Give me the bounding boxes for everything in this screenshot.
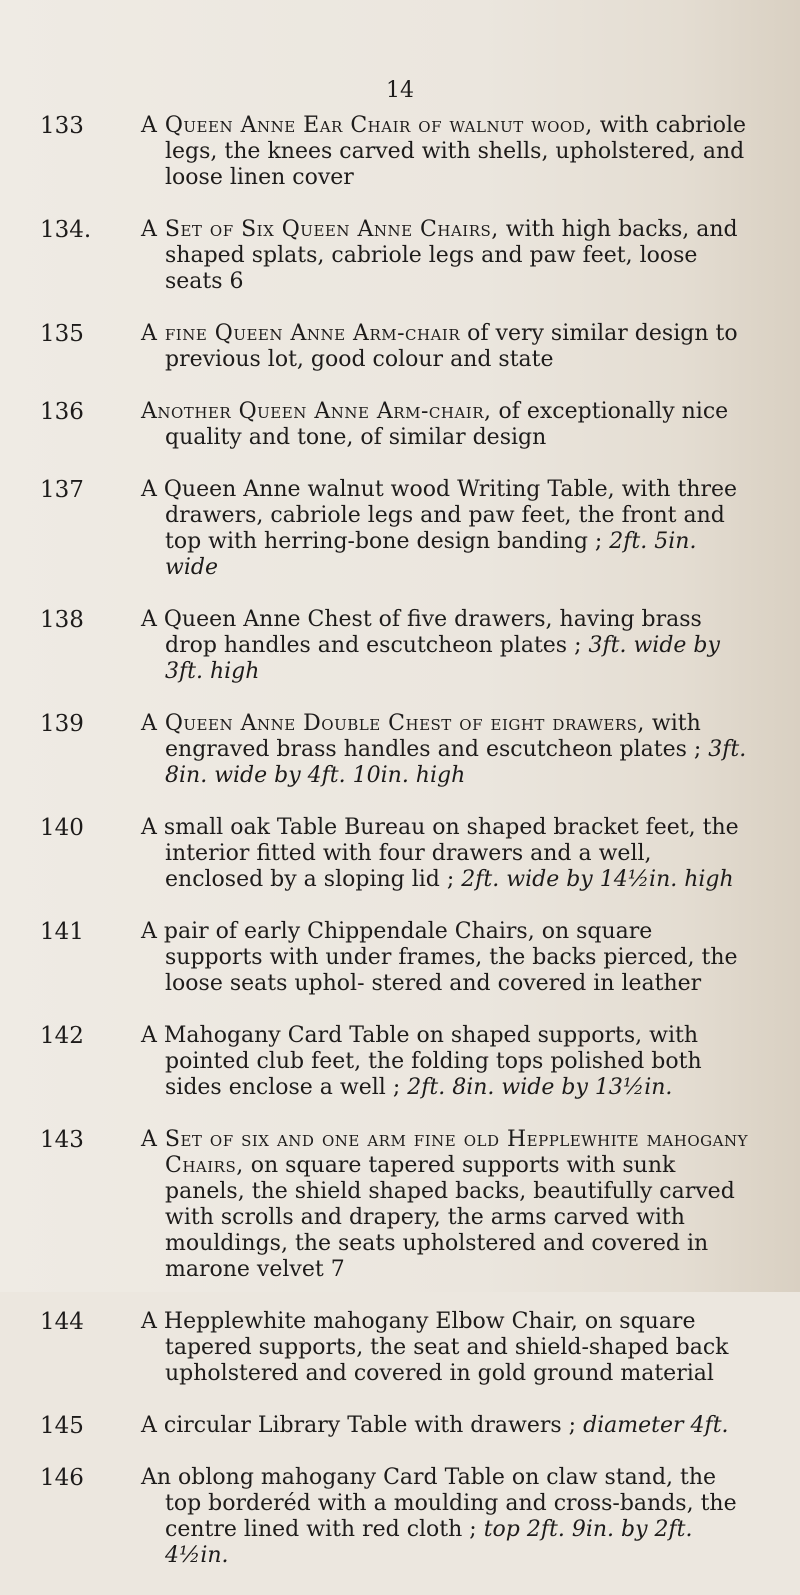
lot-entry (0, 607, 800, 685)
lot-title: A Queen Anne Ear Chair of walnut wood, (141, 113, 593, 138)
lot-dimensions: 2ft. 5in. wide (165, 529, 697, 580)
lot-body: A Mahogany Card Table on shaped supports, with pointed club feet, the folding tops polished both sides enclose a well ; (141, 1023, 702, 1100)
lot-body: with cabriole legs, the knees carved with shells, upholstered, and loose linen cover (165, 113, 747, 190)
lot-number: 135 (40, 321, 84, 347)
lot-description (141, 1465, 751, 1569)
lot-title: A Set of Six Queen Anne Chairs, (141, 217, 499, 242)
lot-description (141, 919, 751, 997)
page-number: 14 (386, 78, 414, 103)
lot-number: 146 (40, 1465, 84, 1491)
lot-body: A pair of early Chippendale Chairs, on square supports with under frames, the backs pierced, the loose seats uphol- stered and covered in leather (141, 919, 738, 996)
lot-title: A Set of six and one arm fine old Hepplewhite mahogany Chairs, (141, 1127, 748, 1178)
lot-description (141, 711, 751, 789)
lot-number: 133 (40, 113, 84, 139)
lot-title: A Queen Anne Double Chest of eight drawers, (141, 711, 645, 736)
lot-dimensions: 3ft. wide by 3ft. high (165, 633, 720, 684)
lot-title: Another Queen Anne Arm-chair, (141, 399, 492, 424)
lot-body: A Queen Anne Chest of five drawers, having brass drop handles and escutcheon plates ; (141, 607, 702, 658)
lot-body: An oblong mahogany Card Table on claw stand, the top borderéd with a moulding and cross-bands, the centre lined with red cloth ; (141, 1465, 737, 1542)
lot-number: 138 (40, 607, 84, 633)
lot-body: A Queen Anne walnut wood Writing Table, with three drawers, cabriole legs and paw feet, the front and top with herring-bone design banding ; (141, 477, 738, 554)
lot-number: 145 (40, 1413, 84, 1439)
lot-body: on square tapered supports with sunk panels, the shield shaped backs, beautifully carved with scrolls and drapery, the arms carved with mouldings, the seats upholstered and covered in marone velvet 7 (165, 1153, 735, 1282)
lot-entry (0, 1309, 800, 1387)
lot-entry (0, 321, 800, 373)
lot-number: 140 (40, 815, 84, 841)
lot-body: A small oak Table Bureau on shaped bracket feet, the interior fitted with four drawers and a well, enclosed by a sloping lid ; (141, 815, 739, 892)
lot-body: with high backs, and shaped splats, cabriole legs and paw feet, loose seats 6 (165, 217, 738, 294)
lot-entry (0, 1023, 800, 1101)
lot-description (141, 113, 751, 191)
lot-description (141, 815, 751, 893)
lot-description (141, 321, 751, 373)
lot-description (141, 217, 751, 295)
lot-entry (0, 1127, 800, 1283)
lot-body: of exceptionally nice quality and tone, of similar design (165, 399, 729, 450)
lot-dimensions: 2ft. 8in. wide by 13½in. (407, 1075, 673, 1100)
lot-dimensions: top 2ft. 9in. by 2ft. 4½in. (165, 1517, 693, 1568)
lot-number: 143 (40, 1127, 84, 1153)
lot-dimensions: 2ft. wide by 14½in. high (461, 867, 734, 892)
lot-entry (0, 217, 800, 295)
lot-description (141, 477, 751, 581)
lot-description (141, 607, 751, 685)
lot-entry (0, 1465, 800, 1569)
lot-body: A Hepplewhite mahogany Elbow Chair, on square tapered supports, the seat and shield-shaped back upholstered and covered in gold ground material (141, 1309, 729, 1386)
lot-dimensions: 3ft. 8in. wide by 4ft. 10in. high (165, 737, 747, 788)
lot-description (141, 1023, 751, 1101)
lot-dimensions: diameter 4ft. (583, 1413, 729, 1438)
lot-entry (0, 815, 800, 893)
lot-entry (0, 1413, 800, 1439)
lot-number: 144 (40, 1309, 84, 1335)
lot-entry (0, 919, 800, 997)
lot-body: of very similar design to previous lot, good colour and state (165, 321, 738, 372)
lot-number: 142 (40, 1023, 84, 1049)
lot-body: A circular Library Table with drawers ; (141, 1413, 584, 1438)
lot-number: 139 (40, 711, 84, 737)
lot-number: 137 (40, 477, 84, 503)
lot-entry (0, 113, 800, 191)
lot-description (141, 1309, 751, 1387)
lot-title: A fine Queen Anne Arm-chair (141, 321, 461, 346)
lot-number: 134. (40, 217, 92, 243)
lot-description (141, 1127, 751, 1283)
lot-list (0, 113, 800, 1595)
lot-entry (0, 711, 800, 789)
lot-number: 136 (40, 399, 84, 425)
lot-number: 141 (40, 919, 84, 945)
lot-entry (0, 477, 800, 581)
lot-description (141, 1413, 751, 1439)
lot-description (141, 399, 751, 451)
lot-entry (0, 399, 800, 451)
lot-body: with engraved brass handles and escutcheon plates ; (165, 711, 709, 762)
